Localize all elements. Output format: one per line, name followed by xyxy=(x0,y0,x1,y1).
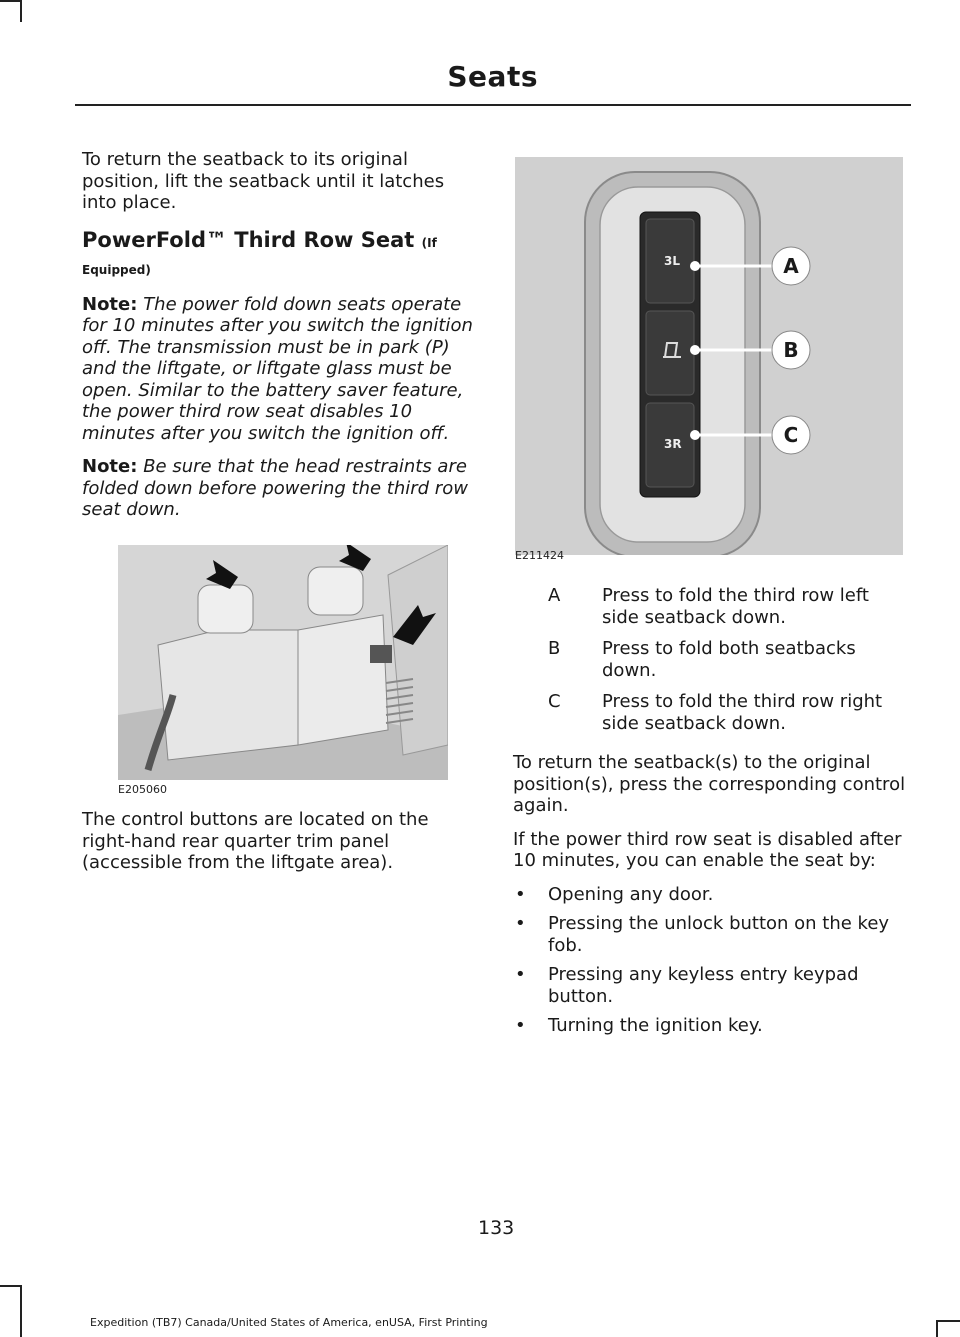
note-label: Note: xyxy=(82,456,138,477)
note-1 xyxy=(82,294,476,445)
crop-mark xyxy=(936,1320,960,1322)
crop-mark xyxy=(0,1285,22,1287)
section-heading xyxy=(82,228,476,282)
intro-paragraph: To return the seatback to its original position, lift the seatback until it latches into place. xyxy=(82,149,445,213)
callout-a: A xyxy=(783,254,799,278)
left-column xyxy=(82,149,476,533)
bullet: • xyxy=(515,964,526,985)
key-row xyxy=(513,585,911,628)
list-item xyxy=(513,913,911,956)
note-text: The power fold down seats operate for 10 minutes after you switch the ignition off. The transmission must be in park (P) and the liftgate, or liftgate glass must be open. Similar to the battery saver feature, the power third row seat disables 10 minutes after you switch the ignition off. xyxy=(82,293,473,444)
key-letter: C xyxy=(548,691,561,712)
note-label: Note: xyxy=(82,293,138,315)
list-item xyxy=(513,884,911,906)
crop-mark xyxy=(936,1320,938,1337)
key-letter: B xyxy=(548,638,561,659)
page-number: 133 xyxy=(478,1217,515,1239)
callout-c: C xyxy=(783,423,799,447)
bullet: • xyxy=(515,1015,526,1036)
crop-mark xyxy=(20,1285,22,1337)
crop-mark xyxy=(20,0,22,22)
third-row-seat-illustration xyxy=(118,545,448,780)
bullet: • xyxy=(515,883,526,905)
key-row xyxy=(513,638,911,681)
list-item xyxy=(513,964,911,1007)
right-column xyxy=(513,585,911,1045)
key-row xyxy=(513,691,911,734)
key-description: Press to fold the third row right side seatback down. xyxy=(602,691,883,734)
section-title: PowerFold™ Third Row Seat xyxy=(82,227,415,252)
note-2 xyxy=(82,456,476,521)
list-item-text: Turning the ignition key. xyxy=(548,1015,763,1036)
button-label-3l: 3L xyxy=(664,254,680,268)
figure-caption: The control buttons are located on the right-hand rear quarter trim panel (accessible from the liftgate area). xyxy=(82,809,429,873)
list-item xyxy=(513,1015,911,1037)
enable-list xyxy=(513,884,911,1037)
note-text: Be sure that the head restraints are folded down before powering the third row seat down. xyxy=(82,456,468,520)
crop-mark xyxy=(0,0,22,2)
key-description: Press to fold the third row left side seatback down. xyxy=(602,585,869,628)
callout-b: B xyxy=(783,338,799,362)
figure-code: E205060 xyxy=(118,783,167,796)
key-description: Press to fold both seatbacks down. xyxy=(602,638,856,681)
page-title: Seats xyxy=(447,60,538,93)
page-footer: Expedition (TB7) Canada/United States of America, enUSA, First Printing xyxy=(90,1316,488,1329)
bullet: • xyxy=(515,913,526,934)
key-letter: A xyxy=(548,585,561,606)
list-item-text: Opening any door. xyxy=(548,883,714,905)
section-qualifier: (If Equipped) xyxy=(82,235,437,277)
disabled-paragraph: If the power third row seat is disabled after 10 minutes, you can enable the seat by: xyxy=(513,828,902,871)
return-paragraph: To return the seatback(s) to the original position(s), press the corresponding control again. xyxy=(513,752,906,816)
seat-drawing xyxy=(118,545,448,780)
list-item-text: Pressing any keyless entry keypad button. xyxy=(548,964,859,1007)
control-buttons-illustration xyxy=(515,157,903,555)
header-rule xyxy=(75,104,911,106)
button-label-3r: 3R xyxy=(664,437,682,451)
list-item-text: Pressing the unlock button on the key fob. xyxy=(548,913,890,956)
figure-code: E211424 xyxy=(515,549,564,562)
